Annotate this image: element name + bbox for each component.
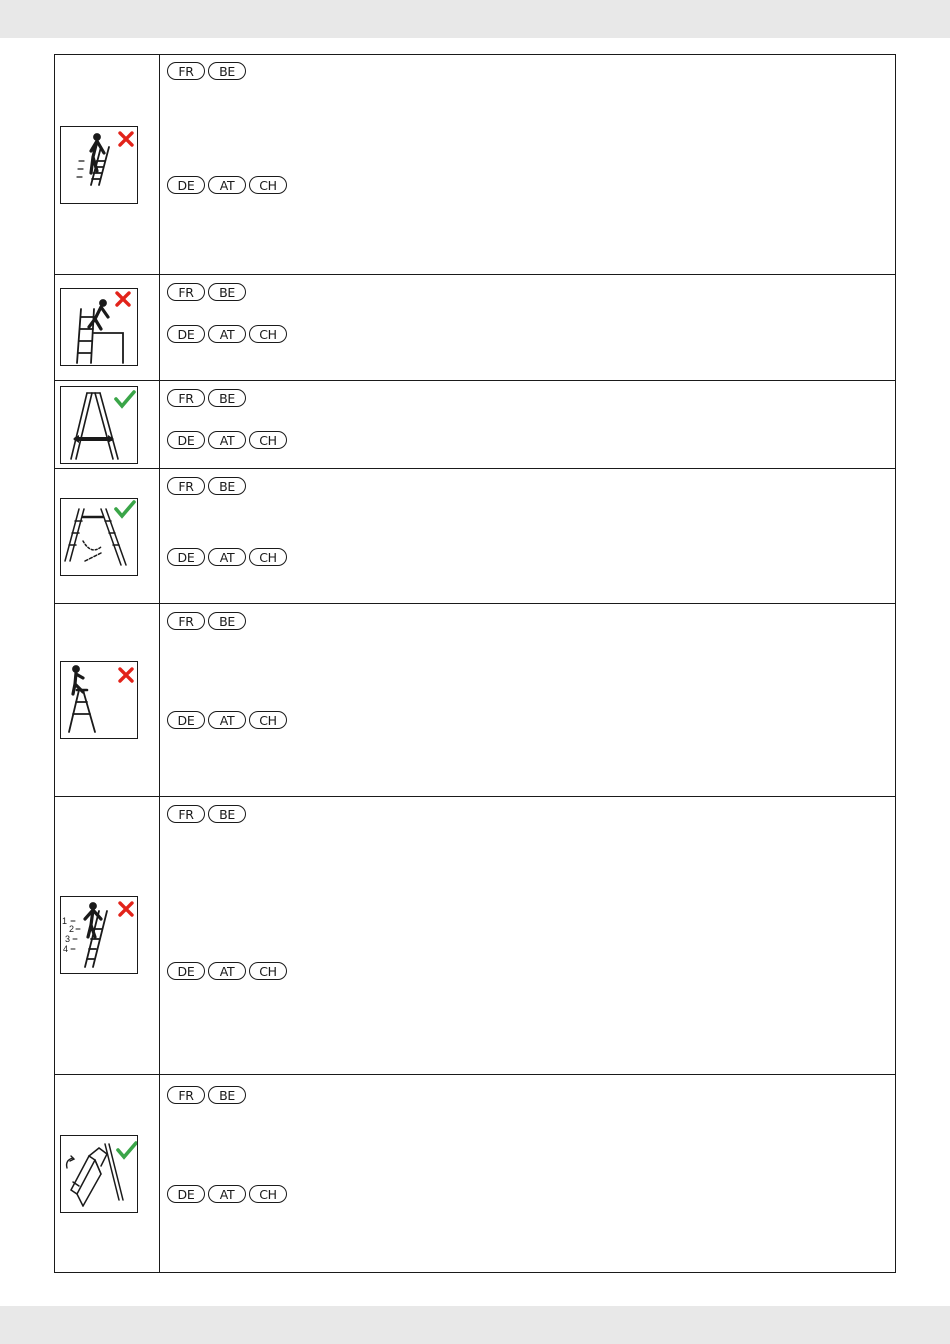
table-row	[55, 275, 896, 381]
country-badge-ch: CH	[249, 548, 287, 566]
country-badge-fr: FR	[167, 62, 205, 80]
instruction-text-cell	[160, 604, 896, 797]
rung-label-2: 2	[69, 924, 75, 934]
country-badge-be: BE	[208, 1086, 246, 1104]
country-badges-de-at-ch	[167, 325, 287, 343]
country-badge-be: BE	[208, 62, 246, 80]
country-badge-at: AT	[208, 962, 246, 980]
bottom-margin-band	[0, 1306, 950, 1344]
country-badge-ch: CH	[249, 325, 287, 343]
check-icon	[116, 502, 134, 516]
country-badges-fr-be	[167, 62, 246, 80]
instruction-text-cell	[160, 55, 896, 275]
country-badge-at: AT	[208, 711, 246, 729]
cross-icon	[120, 903, 132, 915]
rung-label-4: 4	[63, 944, 69, 954]
instruction-text-cell	[160, 1075, 896, 1273]
country-badge-de: DE	[167, 431, 205, 449]
country-badges-de-at-ch	[167, 176, 287, 194]
country-badges-fr-be	[167, 389, 246, 407]
country-badge-be: BE	[208, 805, 246, 823]
country-badges-fr-be	[167, 477, 246, 495]
country-badge-fr: FR	[167, 389, 205, 407]
country-badge-at: AT	[208, 176, 246, 194]
instruction-text-cell	[160, 275, 896, 381]
ladder-step-off-to-platform-icon	[60, 288, 138, 366]
country-badge-fr: FR	[167, 805, 205, 823]
ladder-top-rungs-numbered-icon	[60, 896, 138, 974]
country-badges-de-at-ch	[167, 962, 287, 980]
country-badge-be: BE	[208, 612, 246, 630]
check-icon	[116, 392, 134, 406]
country-badges-fr-be	[167, 612, 246, 630]
country-badge-ch: CH	[249, 176, 287, 194]
country-badges-fr-be	[167, 1086, 246, 1104]
ladder-spreader-engaged-icon	[60, 386, 138, 464]
check-icon	[118, 1143, 136, 1157]
country-badge-ch: CH	[249, 711, 287, 729]
country-badge-de: DE	[167, 962, 205, 980]
cross-icon	[117, 293, 129, 305]
table-row	[55, 469, 896, 604]
rung-label-3: 3	[65, 934, 71, 944]
country-badge-de: DE	[167, 176, 205, 194]
country-badges-fr-be	[167, 805, 246, 823]
instruction-text-cell	[160, 797, 896, 1075]
country-badge-at: AT	[208, 431, 246, 449]
country-badge-ch: CH	[249, 962, 287, 980]
rung-label-1: 1	[62, 916, 68, 926]
country-badge-ch: CH	[249, 1185, 287, 1203]
country-badge-de: DE	[167, 325, 205, 343]
table-row	[55, 797, 896, 1075]
pictogram-cell	[55, 381, 160, 469]
country-badge-ch: CH	[249, 431, 287, 449]
country-badge-be: BE	[208, 389, 246, 407]
country-badge-at: AT	[208, 548, 246, 566]
stepladder-top-step-standing-icon	[60, 661, 138, 739]
country-badges-de-at-ch	[167, 548, 287, 566]
country-badge-at: AT	[208, 1185, 246, 1203]
country-badge-fr: FR	[167, 283, 205, 301]
country-badge-fr: FR	[167, 477, 205, 495]
country-badges-de-at-ch	[167, 711, 287, 729]
country-badge-fr: FR	[167, 612, 205, 630]
pictogram-cell	[55, 469, 160, 604]
pictogram-cell	[55, 275, 160, 381]
ladder-climb-wrong-facing-icon	[60, 126, 138, 204]
country-badges-de-at-ch	[167, 431, 287, 449]
pictogram-cell	[55, 55, 160, 275]
ladder-hinge-folding-icon	[60, 1135, 138, 1213]
country-badge-fr: FR	[167, 1086, 205, 1104]
country-badge-de: DE	[167, 548, 205, 566]
country-badge-de: DE	[167, 1185, 205, 1203]
pictogram-cell	[55, 1075, 160, 1273]
country-badges-fr-be	[167, 283, 246, 301]
ladder-lock-angle-icon	[60, 498, 138, 576]
instruction-text-cell	[160, 381, 896, 469]
table-row	[55, 604, 896, 797]
cross-icon	[120, 669, 132, 681]
country-badge-at: AT	[208, 325, 246, 343]
country-badge-be: BE	[208, 477, 246, 495]
pictogram-cell	[55, 604, 160, 797]
country-badge-be: BE	[208, 283, 246, 301]
cross-icon	[120, 133, 132, 145]
table-row	[55, 381, 896, 469]
safety-instructions-table	[54, 54, 896, 1273]
pictogram-cell	[55, 797, 160, 1075]
table-row	[55, 55, 896, 275]
country-badge-de: DE	[167, 711, 205, 729]
country-badges-de-at-ch	[167, 1185, 287, 1203]
table-row	[55, 1075, 896, 1273]
top-margin-band	[0, 0, 950, 38]
instruction-text-cell	[160, 469, 896, 604]
